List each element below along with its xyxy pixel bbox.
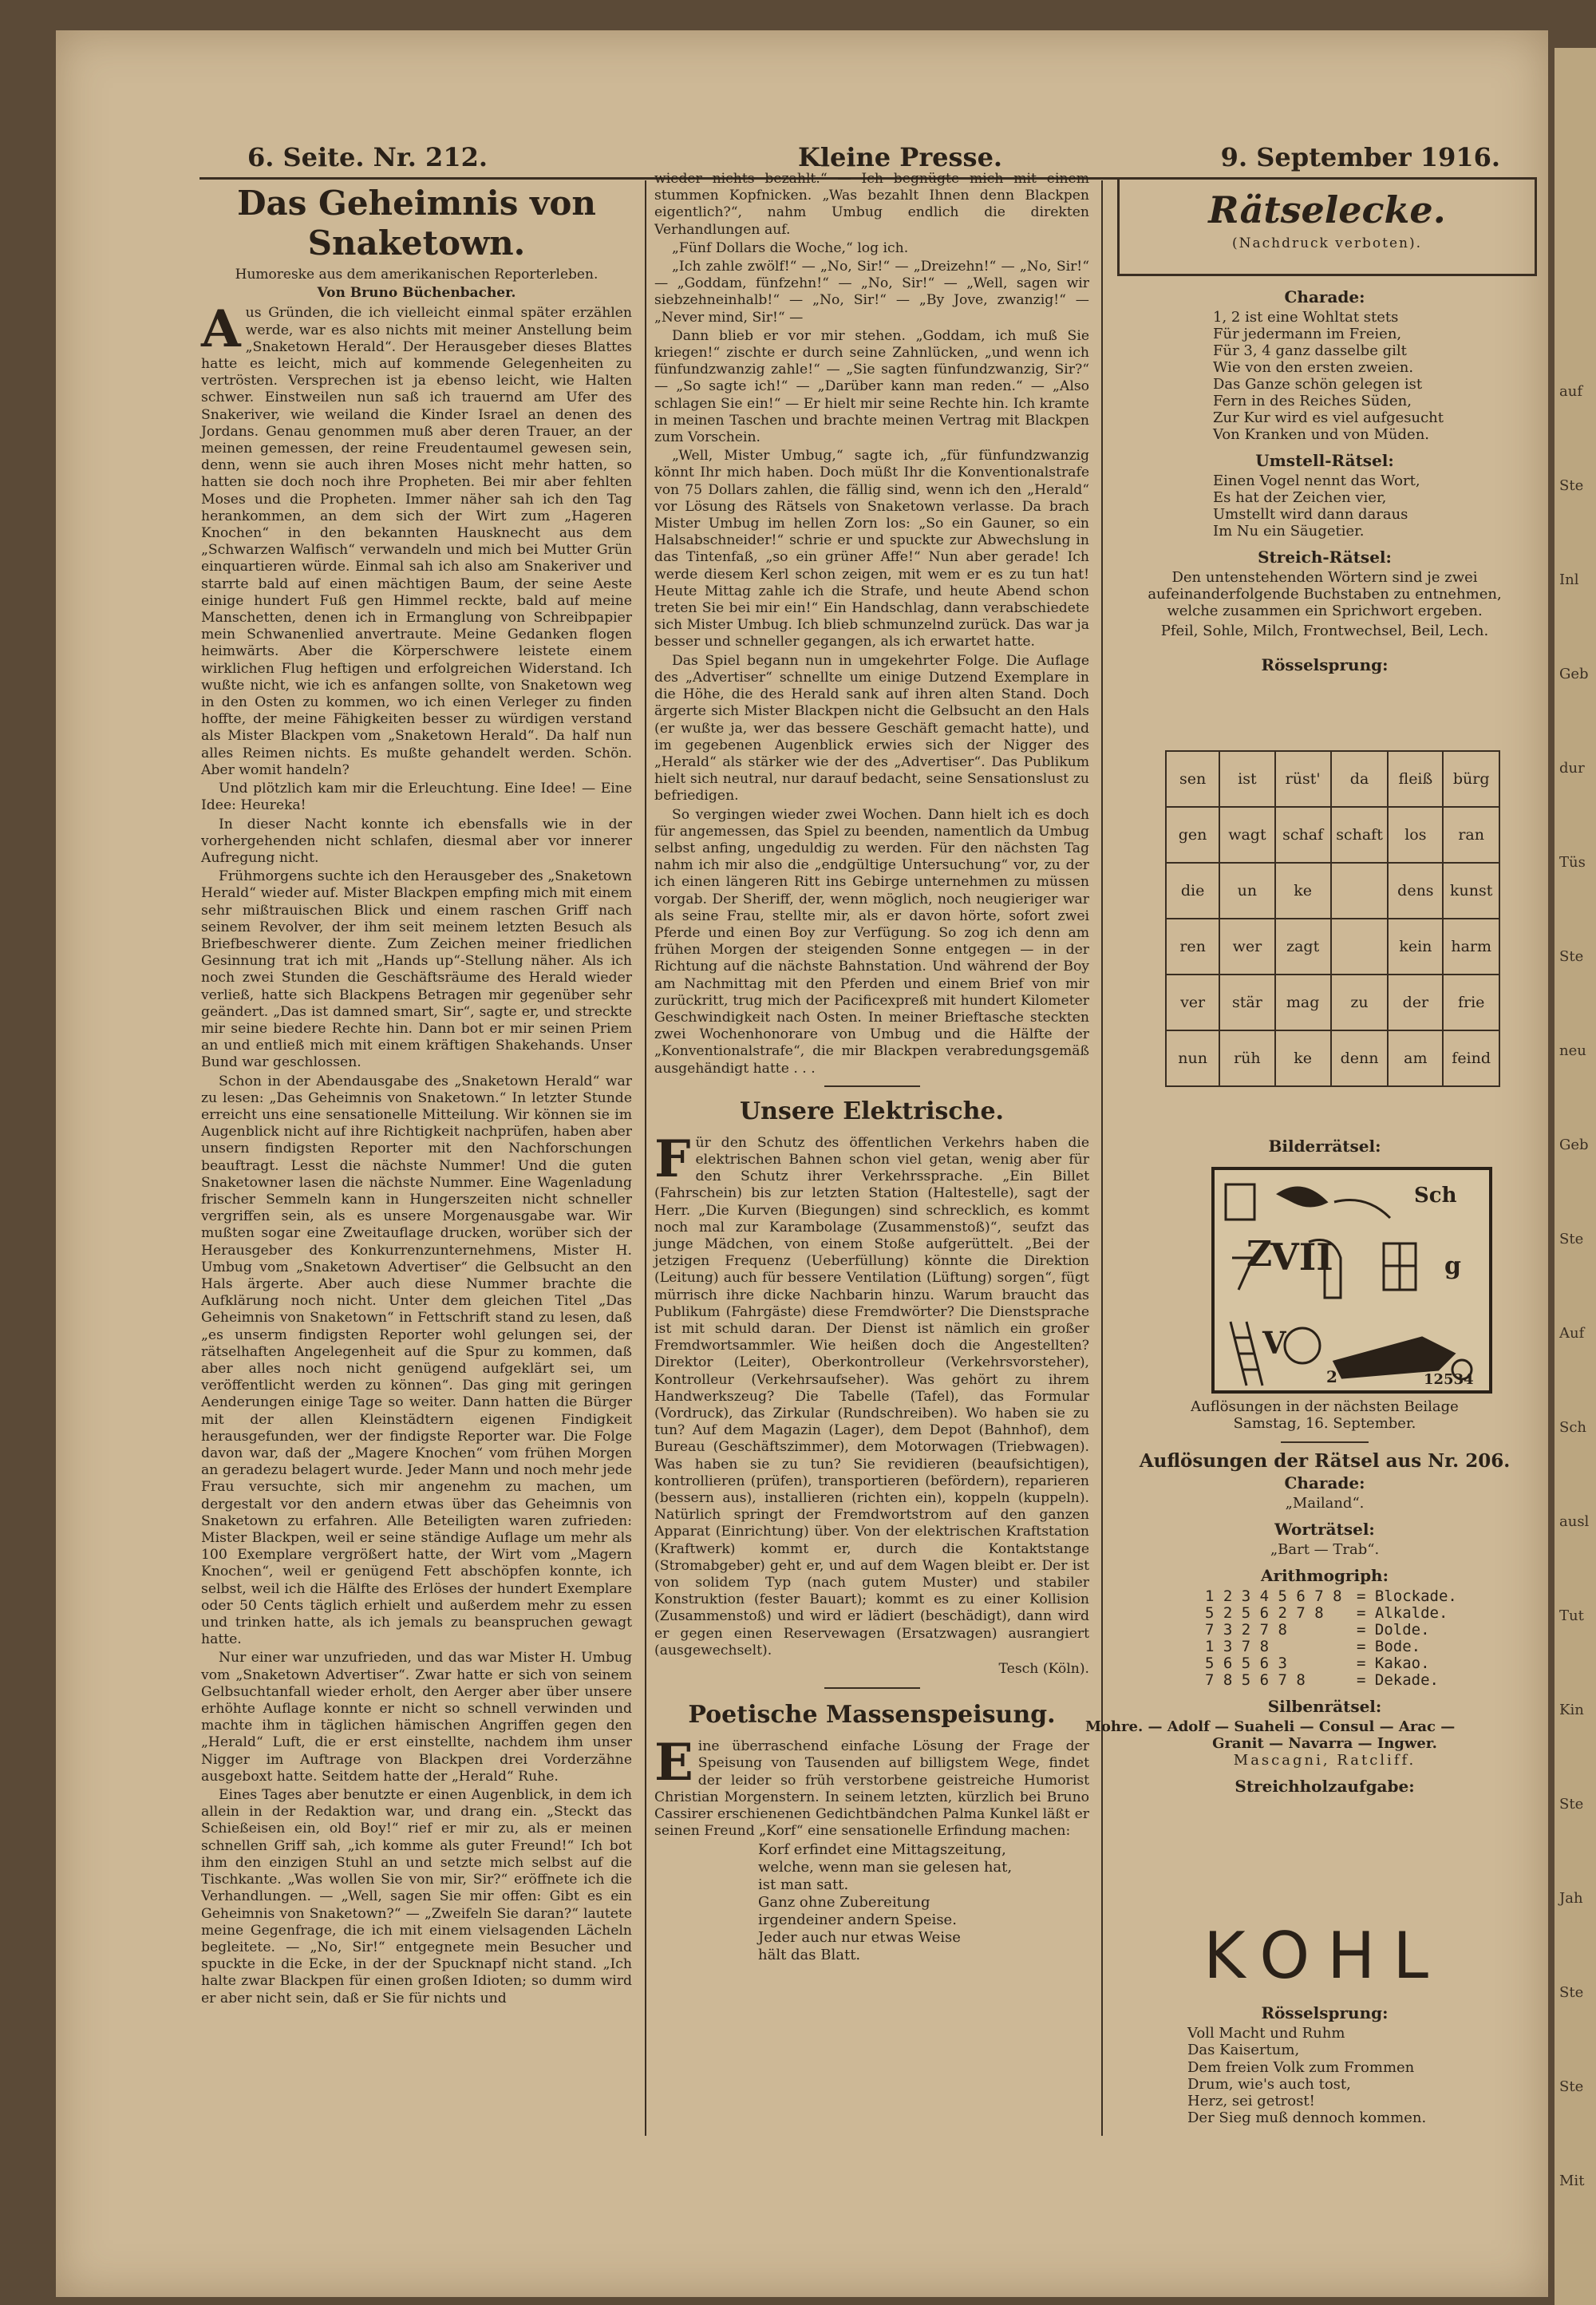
grid-cell: die: [1166, 863, 1219, 919]
section-rule: [824, 1085, 920, 1087]
umstell-line: Umstellt wird dann daraus: [1213, 506, 1408, 523]
grid-cell: harm: [1443, 919, 1499, 975]
grid-cell: nun: [1166, 1030, 1219, 1086]
solution-charade-title: Charade:: [1284, 1473, 1365, 1493]
grid-cell: wer: [1219, 919, 1274, 975]
grid-cell: un: [1219, 863, 1274, 919]
story-paragraph: Schon in der Abendausgabe des „Snaketown Herald“ war zu lesen: „Das Geheimnis von Snaketown.“ In letzter Stunde erreicht uns eine sensationelle Mitteilung. Wir können sie im Augenblick nicht auf ihre Richtigkeit nachprüfen, haben aber unsern findigsten Reporter mit den Nachforschungen beauftragt. Lesst die nächste Nummer! Und die guten Snaketowner lasen die nächste Nummer. Eine Wagenladung frischer Semmeln kann in Hungerszeiten nicht schneller vergriffen sein, als es unsere Morgenausgabe war. Wir mußten sogar eine Zweitauflage drucken, worüber sich der Herausgeber des Konkurrenzunternehmens, Mister H. Umbug vom „Snaketown Advertiser“ die Gelbsucht an den Hals ärgerte. Aber auch diese Nummer brachte die Aufklärung noch nicht. Unter dem gleichen Titel „Das Geheimnis von Snaketown“ in Fettschrift stand zu lesen, daß „es unserm findigsten Reporter wohl gelungen sei, der rätselhaften Angelegenheit auf die Spur zu kommen, daß aber alles noch nicht genügend aufgeklärt sei, um veröffentlicht werden zu können“. Das ging mit geringen Aenderungen einige Tage so weiter. Dann hatten die Bürger mit der allen Kleinstädtern eigenen Findigkeit herausgefunden, wer der findigste Reporter war. Die Folge davon war, daß der „Magere Knochen“ vom frühen Morgen an geradezu belagert wurde. Jeder Mann und noch mehr jede Frau versuchte, sich mir angenehm zu machen, um dergestalt vor den andern etwas über das Geheimnis von Snaketown zu erfahren. Alle Beteiligten waren zufrieden: Mister Blackpen, weil er seine ständige Auflage um mehr als 100 Exemplare vergrößert hatte, der Wirt vom „Magern Knochen“, weil er genügend Fett abschöpfen konnte, ich selbst, weil ich die Hälfte des Erlöses der hundert Exemplare oder 50 Cents täglich erhielt und außerdem mehr zu essen und trinken hatte, als ich jemals zu beanspruchen gewagt hatte.: [201, 1073, 632, 1648]
grid-cell: frie: [1443, 975, 1499, 1030]
grid-cell: ist: [1219, 751, 1274, 807]
electric-signature: Tesch (Köln).: [998, 1661, 1089, 1678]
grid-cell: wagt: [1219, 807, 1274, 863]
knight-solution-line: Der Sieg muß dennoch kommen.: [1187, 2109, 1427, 2127]
grid-cell: rüh: [1219, 1030, 1274, 1086]
grid-cell: zagt: [1275, 919, 1331, 975]
story-paragraph: wieder nichts bezahlt.“ — Ich begnügte mich mit einem stummen Kopfnicken. „Was bezahlt Ihnen denn Blackpen eigentlich?“, nahm Umbug endlich die direkten Verhandlungen auf.: [654, 171, 1089, 238]
edge-fragment: Ste: [1559, 1984, 1584, 2001]
grid-cell: ke: [1275, 863, 1331, 919]
story-paragraph: Aus Gründen, die ich vielleicht einmal später erzählen werde, war es also nichts mit meiner Anstellung beim „Snaketown Herald“. Der Herausgeber dieses Blattes hatte es leicht, mich auf kommende Gelegenheiten zu vertrösten. Versprechen ist ja ebenso leicht, wie Halten schwer. Einstweilen nun saß ich trauernd am Ufer des Snakeriver, wie weiland die Kinder Israel an denen des Jordans. Genau genommen muß aber deren Trauer, an der meinen gemessen, der reine Freudentaumel gewesen sein, denn, wenn sie auch ihren Moses nicht mehr hatten, so hatten sie doch noch ihre Propheten. Bei mir aber fehlten Moses und die Propheten. Immer näher sah ich den Tag herankommen, an dem sich der Wirt zum „Hageren Knochen“ in den bekannten Hausknecht aus dem „Schwarzen Walfisch“ verwandeln und mich bei Mutter Grün einquartieren würde. Einmal sah ich also am Snakeriver und starrte bald auf einen mächtigen Baum, der seine Aeste einige hundert Fuß gen Himmel reckte, bald auf meine Manschetten, denen ich in Ermanglung von Schreibpapier mein Schwanenlied anvertraute. Meine Gedanken flogen heimwärts. Aber die Körperschwere leistete einem wirklichen Flug heftigen und erfolgreichen Widerstand. Ich wußte nicht, wie ich es anfangen sollte, von Snaketown weg in den Osten zu kommen, wo ich einen Verleger zu finden hoffte, der meine Fähigkeiten besser zu würdigen verstand als Mister Blackpen vom „Snaketown Herald“. Da half nun alles Reimen nichts. Es mußte gehandelt werden. Schön. Aber womit handeln?: [201, 299, 632, 778]
grid-cell: ren: [1166, 919, 1219, 975]
rebus-mark: 12534: [1424, 1371, 1474, 1388]
grid-cell: zu: [1331, 975, 1389, 1030]
knight-move-grid: [1165, 750, 1500, 1087]
edge-fragment: dur: [1559, 760, 1585, 777]
picture-puzzle: [1211, 1167, 1492, 1394]
knight-solution-line: Voll Macht und Ruhm: [1187, 2025, 1345, 2042]
grid-row: [1166, 919, 1499, 975]
solution-word-title: Worträtsel:: [1274, 1520, 1375, 1540]
grid-cell: [1331, 863, 1389, 919]
grid-cell: kunst: [1443, 863, 1499, 919]
umstell-title: Umstell-Rätsel:: [1255, 451, 1394, 470]
story-paragraph: Das Spiel begann nun in umgekehrter Folge. Die Auflage des „Advertiser“ schnellte um einige Dutzend Exemplare in die Höhe, die des Herald sank auf ihren alten Stand. Doch ärgerte sich Mister Blackpen nicht die Gelbsucht an den Hals (er wußte ja, wer das bessere Geschäft gemacht hatte), und im gegebenen Augenblick erwies sich der Nigger des „Herald“ als stärker wie der des „Advertiser“. Das Publikum hielt sich neutral, nur darauf bedacht, seine Sensationslust zu befriedigen.: [654, 652, 1089, 805]
grid-cell: gen: [1166, 807, 1219, 863]
grid-cell: am: [1388, 1030, 1443, 1086]
solution-knight-title: Rösselsprung:: [1261, 2003, 1389, 2022]
edge-fragment: Geb: [1559, 666, 1589, 682]
syllable-line-3: Mascagni, Ratcliff.: [1233, 1752, 1416, 1769]
edge-fragment: Jah: [1559, 1890, 1583, 1907]
solution-word: „Bart — Trab“.: [1270, 1541, 1380, 1559]
charade-title: Charade:: [1284, 287, 1365, 306]
grid-cell: ran: [1443, 807, 1499, 863]
picture-puzzle-title: Bilderrätsel:: [1268, 1137, 1381, 1156]
electric-text: Für den Schutz des öffentlichen Verkehrs haben die elektrischen Bahnen schon viel getan, wenig aber für den Schutz ihrer Verkehrssprache. „Ein Billet (Fahrschein) bis zur letzten Station (Haltestelle), sagt der Herr. „Die Kurven (Biegungen) sind schrecklich, es kommt noch mal zur Karambolage (Zusammenstoß)“, seufzt das junge Mädchen, von einem Stoße aufgerüttelt. „Bei der jetzigen Frequenz (Ueberfüllung) könnte die Direktion (Leitung) auch für bessere Ventilation (Lüftung) sorgen“, fügt mürrisch ihre dicke Nachbarin hinzu. Warum braucht das Publikum (Fahrgäste) diese Fremdwörter? Die Dienstsprache ist mit schuld daran. Der Dienst ist nämlich ein großer Fremdwortsammler. Wie heißen doch die Angestellten? Direktor (Leiter), Oberkontrolleur (Verkehrsvorsteher), Kontrolleur (Verkehrsaufseher). Was gehört zu ihrem Handwerkszeug? Die Tabelle (Tafel), das Formular (Vordruck), das Zirkular (Rundschreiben). Wo haben sie zu tun? Auf dem Magazin (Lager), dem Depot (Bahnhof), dem Bureau (Geschäftszimmer), dem Motorwagen (Triebwagen). Was haben sie zu tun? Sie revidieren (beaufsichtigen), kontrollieren (prüfen), transportieren (befördern), reparieren (bessern aus), installieren (richten ein), koppeln (kuppeln). Natürlich springt der Fremdwortstrom auf den ganzen Apparat (Einrichtung) über. Von der elektrischen Kraftstation (Kraftwerk) kommt er, durch die Kontaktstange (Stromabgeber) geht er, und auf dem Wagen bleibt er. Der ist von solidem Typ (nach gutem Muster) und stabiler Konstruktion (fester Bauart); kommt es zu einer Kollision (Zusammenstoß) und wird er lädiert (beschädigt), dann wird er gegen einen Reservewagen (Ersatzwagen) ausrangiert (ausgewechselt).: [654, 1129, 1089, 1659]
grid-row: [1166, 975, 1499, 1030]
grid-row: [1166, 751, 1499, 807]
ladder-icon: [1231, 1322, 1262, 1386]
matches-title: Streichholzaufgabe:: [1235, 1777, 1415, 1797]
grid-cell: stär: [1219, 975, 1274, 1030]
edge-fragment: Mit: [1559, 2173, 1585, 2189]
grid-cell: bürg: [1443, 751, 1499, 807]
edge-fragment: auf: [1559, 383, 1582, 400]
story-paragraph: „Ich zahle zwölf!“ — „No, Sir!“ — „Dreizehn!“ — „No, Sir!“ — „Goddam, fünfzehn!“ — „No, Sir!“ — „Well, sagen wir siebzehneinhalb!“ — „No, Sir!“ — „By Jove, zwanzig!“ — „Never mind, Sir!“ —: [654, 259, 1089, 326]
solutions-rule: [1281, 1441, 1369, 1443]
rebus-mark: 2: [1326, 1367, 1337, 1386]
edge-fragment: ausl: [1559, 1513, 1590, 1530]
grid-cell: rüst': [1275, 751, 1331, 807]
morgenstern-poem: [758, 1841, 1089, 1964]
reprint-note: (Nachdruck verboten).: [1231, 235, 1423, 251]
grid-cell: schaft: [1331, 807, 1389, 863]
story-paragraph: Frühmorgens suchte ich den Herausgeber des „Snaketown Herald“ wieder auf. Mister Blackpen empfing mich mit einem sehr mißtrauischen Blick und einem raschen Griff nach seinem Revolver, der ihm seit meinem letzten Besuch als Briefbeschwerer diente. Zum Zeichen meiner friedlichen Gesinnung trat ich mit „Hands up“-Stellung näher. Als ich noch zwei Stunden die Geschäftsräume des Herald wieder verließ, hatte sich Blackpens Betragen mir gegenüber sehr geändert. „Das ist damned smart, Sir“, sagte er, und streckte mir seine biedere Rechte hin. Dann bot er mir seinen Priem an und entließ mich mit einem kräftigen Shakehands. Unser Bund war geschlossen.: [201, 868, 632, 1071]
edge-fragment: neu: [1559, 1042, 1586, 1059]
streich-text: Den untenstehenden Wörtern sind je zwei aufeinanderfolgende Buchstaben zu entnehmen, welche zusammen ein Sprichwort ergeben.: [1148, 569, 1502, 619]
knight-solution-line: Das Kaisertum,: [1187, 2042, 1300, 2059]
grid-row: [1166, 863, 1499, 919]
rebus-mark: Sch: [1414, 1184, 1457, 1208]
solutions-column: [1085, 1398, 1532, 1799]
knight-solution-line: Drum, wie's auch tost,: [1187, 2075, 1351, 2093]
grid-cell: [1331, 919, 1389, 975]
grid-cell: mag: [1275, 975, 1331, 1030]
story-paragraph: Und plötzlich kam mir die Erleuchtung. Eine Idee! — Eine Idee: Heureka!: [201, 781, 632, 814]
edge-fragment: Tut: [1559, 1607, 1584, 1624]
rebus-mark: V: [1262, 1325, 1286, 1361]
arithmogriph-solution: [1205, 1588, 1532, 1689]
grid-row: [1166, 1030, 1499, 1086]
poem-line: hält das Blatt.: [758, 1947, 861, 1964]
electric-title: Unsere Elektrische.: [740, 1097, 1004, 1125]
mass-feeding-text: Eine überraschend einfache Lösung der Frage der Speisung von Tausenden auf billigstem Wege, findet der leider so früh verstorbene geistreiche Humorist Christian Morgenstern. In seinem letzten, kürzlich bei Bruno Cassirer erschienenen Gedichtbändchen Palma Kunkel läßt er seinen Freund „Korf“ eine sensationelle Erfindung machen:: [654, 1733, 1089, 1840]
grid-cell: ver: [1166, 975, 1219, 1030]
arith-row: 7 8 5 6 7 8 = Dekade.: [1205, 1670, 1439, 1689]
charade-line: Für jedermann im Freien,: [1213, 326, 1402, 342]
edge-fragment: Geb: [1559, 1137, 1589, 1153]
arith-row: 7 3 2 7 8 = Dolde.: [1205, 1620, 1430, 1639]
edge-fragment: Tüs: [1559, 854, 1586, 871]
charade-line: Fern in des Reiches Süden,: [1213, 393, 1412, 409]
grid-cell: los: [1388, 807, 1443, 863]
poem-line: irgendeiner andern Speise.: [758, 1912, 957, 1929]
story-paragraph: Dann blieb er vor mir stehen. „Goddam, ich muß Sie kriegen!“ zischte er durch seine Zahnlücken, „und wenn ich fünfundzwanzig zahle!“ — „Sie sagten fünfundzwanzig, Sir?“ — „So sagte ich!“ — „Darüber kann man reden.“ — „Also schlagen Sie ein!“ — Er hielt mir seine Rechte hin. Ich kramte in meinen Taschen und brachte meinen Vertrag mit Blackpen zum Vorschein.: [654, 327, 1089, 446]
puzzle-column: [1117, 279, 1532, 677]
syllable-line-1: Mohre. — Adolf — Suaheli — Consul — Arac —: [1085, 1718, 1456, 1735]
charade-line: Für 3, 4 ganz dasselbe gilt: [1213, 342, 1407, 359]
grid-cell: dens: [1388, 863, 1443, 919]
story-subtitle: Humoreske aus dem amerikanischen Reporterleben.: [235, 267, 598, 283]
edge-fragment: Ste: [1559, 477, 1584, 494]
grid-row: [1166, 807, 1499, 863]
solution-arith-title: Arithmogriph:: [1261, 1566, 1389, 1586]
poem-line: Jeder auch nur etwas Weise: [758, 1929, 961, 1947]
story-paragraph: So vergingen wieder zwei Wochen. Dann hielt ich es doch für angemessen, das Spiel zu beenden, namentlich da Umbug selbst anfing, ungeduldig zu werden. Für den nächsten Tag nahm ich mir also die „endgültige Untersuchung“ vor, zu der ich einen längeren Ritt ins Gebirge unternehmen zu müssen vorgab. Der Sheriff, der, wenn möglich, noch neugieriger war als seine Frau, stellte mir, als er davon hörte, sofort zwei Pferde und einen Boy zur Verfügung. So zog ich denn am frühen Morgen der steigenden Sonne entgegen — in der Richtung auf die nächste Bahnstation. Und während der Boy am Nachmittag mit den Pferden und einem Brief von mir zurückritt, trug mich der Pacificexpreß mit hundert Kilometer Geschwindigkeit nach Osten. In meiner Brieftasche steckten zwei Wochenhonorare von Umbug und die Hälfte der „Konventionalstrafe“, die mir Blackpen verabredungsgemäß ausgehändigt hatte . . .: [654, 806, 1089, 1077]
edge-fragment: Kin: [1559, 1702, 1584, 1718]
charade-line: Wie von den ersten zweien.: [1213, 359, 1414, 376]
picture-puzzle-heading: [1117, 1133, 1532, 1160]
column-rule-2: [1101, 180, 1103, 2136]
drop-cap: A: [201, 299, 241, 360]
umstell-line: Im Nu ein Säugetier.: [1213, 523, 1365, 540]
poem-line: ist man satt.: [758, 1876, 849, 1894]
picture-puzzle-drawing: [1215, 1170, 1489, 1390]
grid-cell: sen: [1166, 751, 1219, 807]
grid-cell: der: [1388, 975, 1443, 1030]
mass-feeding-title: Poetische Massenspeisung.: [688, 1701, 1056, 1730]
issue-date: 9. September 1916.: [1220, 142, 1500, 172]
matchstick-solution: KOHL: [1203, 1919, 1446, 1993]
charade-line: Von Kranken und von Müden.: [1213, 426, 1430, 443]
grid-cell: denn: [1331, 1030, 1389, 1086]
edge-fragment: Ste: [1559, 948, 1584, 965]
story-author: Von Bruno Büchenbacher.: [317, 285, 516, 302]
story-continuation: [654, 171, 1089, 1077]
knight-solution-text: [1187, 2025, 1532, 2126]
edge-fragment: Ste: [1559, 1231, 1584, 1247]
edge-fragment: Ste: [1559, 1796, 1584, 1813]
middle-column: [654, 171, 1089, 1964]
streich-title: Streich-Rätsel:: [1258, 548, 1392, 567]
grid-cell: ke: [1275, 1030, 1331, 1086]
story-paragraph: Eines Tages aber benutzte er einen Augenblick, in dem ich allein in der Redaktion war, und drang ein. „Steckt das Schießeisen ein, old Boy!“ rief er mir zu, als er meinen schnellen Griff sah, „ich komme als guter Freund!“ Ich bot ihm den einzigen Stuhl an und setzte mich selbst auf die Tischkante. „Was wollen Sie von mir, Sir?“ eröffnete ich die Verhandlungen. — „Well, sagen Sie mir offen: Gibt es ein Geheimnis von Snaketown?“ — „Zweifeln Sie daran?“ lautete meine Gegenfrage, die ich mit einem vielsagenden Lächeln begleitete. — „No, Sir!“ entgegnete mein Besucher und spuckte in die Ecke, in der der Spucknapf nicht stand. „Ich halte zwar Blackpen für einen großen Idioten; so dumm wird er aber nicht sein, daß er Sie für nichts und: [201, 1787, 632, 2006]
edge-fragment: Inl: [1559, 571, 1579, 588]
puzzle-corner-title: Rätselecke.: [1208, 188, 1446, 231]
poem-line: welche, wenn man sie gelesen hat,: [758, 1859, 1013, 1876]
story-column: [201, 180, 632, 2009]
solution-date: Samstag, 16. September.: [1233, 1415, 1416, 1433]
solution-charade: „Mailand“.: [1285, 1494, 1365, 1512]
arith-row: 1 3 7 8 = Bode.: [1205, 1637, 1421, 1655]
streich-words: Pfeil, Sohle, Milch, Frontwechsel, Beil, Lech.: [1160, 623, 1489, 639]
grid-cell: fleiß: [1388, 751, 1443, 807]
arith-row: 5 2 5 6 2 7 8 = Alkalde.: [1205, 1603, 1448, 1622]
syllable-line-2: Granit — Navarra — Ingwer.: [1212, 1735, 1437, 1753]
edge-fragment: Ste: [1559, 2078, 1584, 2095]
charade-line: Zur Kur wird es viel aufgesucht: [1213, 409, 1444, 426]
umstell-text: [1213, 472, 1532, 540]
rebus-mark: VII: [1270, 1236, 1333, 1279]
grid-cell: schaf: [1275, 807, 1331, 863]
newspaper-name: Kleine Presse.: [798, 142, 1003, 172]
section-rule-2: [824, 1687, 920, 1689]
poem-line: Korf erfindet eine Mittagszeitung,: [758, 1841, 1006, 1859]
edge-fragment: Auf: [1559, 1325, 1585, 1342]
knight-solution-line: Dem freien Volk zum Frommen: [1187, 2058, 1415, 2076]
story-paragraph: „Fünf Dollars die Woche,“ log ich.: [672, 239, 909, 256]
poem-line: Ganz ohne Zubereitung: [758, 1894, 930, 1912]
grid-cell: feind: [1443, 1030, 1499, 1086]
story-paragraph: „Well, Mister Umbug,“ sagte ich, „für fünfundzwanzig könnt Ihr mich haben. Doch müßt Ihr die Konventionalstrafe von 75 Dollars zahlen, die fällig sind, wenn ich den „Herald“ vor Lösung des Rätsels von Snaketown verlasse. Da brach Mister Umbug im hellen Zorn los: „So ein Gauner, so ein Halsabschneider!“ schrie er und spuckte zur Abwechslung in das Tintenfaß, „so ein grüner Affe!“ Nun aber gerade! Ich werde diesem Kerl schon zeigen, mit wem er es zu tun hat! Heute Mittag zahle ich die Strafe, und heute Abend schon treten Sie bei mir ein!“ Ein Handschlag, dann verabschiedete sich Mister Umbug. Ich blieb schmunzelnd zurück. Das war ja besser und schneller gegangen, als ich erwartet hatte.: [654, 448, 1089, 650]
edge-fragment: Sch: [1559, 1419, 1587, 1436]
page-number: 6. Seite. Nr. 212.: [247, 142, 488, 172]
charade-line: 1, 2 ist eine Wohltat stets: [1213, 309, 1399, 326]
knight-solution-block: [1117, 1995, 1532, 2126]
knight-solution-line: Herz, sei getrost!: [1187, 2093, 1315, 2110]
knight-title: Rösselsprung:: [1261, 655, 1389, 674]
charade-text: [1213, 309, 1532, 443]
solution-syllable-title: Silbenrätsel:: [1267, 1696, 1382, 1716]
charade-line: Das Ganze schön gelegen ist: [1213, 376, 1423, 393]
story-paragraph: In dieser Nacht konnte ich ebensfalls wie in der vorhergehenden nicht schlafen, diesmal aber vor innerer Aufregung nicht.: [201, 816, 632, 866]
story-body: [201, 299, 632, 2006]
umstell-line: Einen Vogel nennt das Wort,: [1213, 472, 1420, 489]
column-rule-1: [645, 180, 646, 2136]
bucket-icon: [1226, 1184, 1254, 1220]
umstell-line: Es hat der Zeichen vier,: [1213, 489, 1387, 506]
grid-cell: da: [1331, 751, 1389, 807]
rebus-mark: Z: [1246, 1234, 1273, 1275]
story-title: Das Geheimnis von Snaketown.: [237, 184, 596, 263]
adjacent-page-edge: [1555, 48, 1596, 2305]
rebus-mark: g: [1444, 1252, 1461, 1280]
grid-cell: kein: [1388, 919, 1443, 975]
arith-row: 5 6 5 6 3 = Kakao.: [1205, 1654, 1430, 1672]
page-header: [192, 142, 1500, 174]
arith-row: 1 2 3 4 5 6 7 8 = Blockade.: [1205, 1587, 1457, 1605]
solution-note: Auflösungen in der nächsten Beilage: [1191, 1398, 1459, 1415]
story-paragraph: Nur einer war unzufrieden, und das war Mister H. Umbug vom „Snaketown Advertiser“. Zwar hatte er sich von seinem Gelbsuchtanfall wieder erholt, den Aerger aber über unsere erhöhte Auflage konnte er nicht so schnell verwinden und machte ihm in täglichen hämischen Angriffen gegen den „Herald“ Luft, die er erst einstellte, nachdem ihm unser Nigger im Auftrage von Blackpen drei Vorderzähne ausgeboxt hatte. Seitdem hatte der „Herald“ Ruhe.: [201, 1650, 632, 1785]
solutions-title: Auflösungen der Rätsel aus Nr. 206.: [1139, 1450, 1511, 1473]
puzzle-corner-banner: [1117, 177, 1537, 276]
